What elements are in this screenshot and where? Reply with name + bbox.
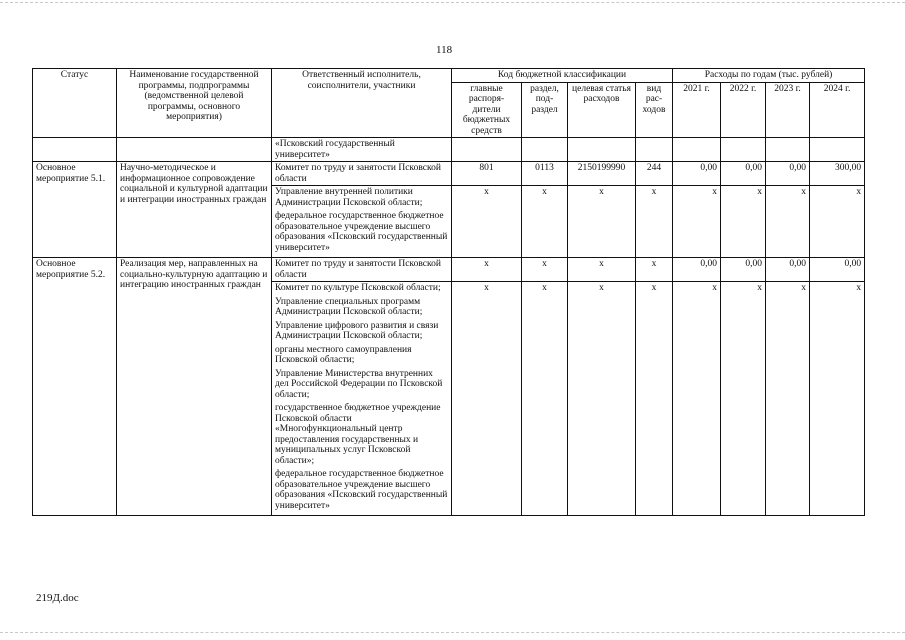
expense-2023-cell: x [766,282,810,516]
kbk-section-cell: x [522,282,568,516]
expense-2023-cell: x [766,186,810,258]
expense-2024-cell: 0,00 [810,258,865,282]
table-row [33,162,865,186]
expense-2022-cell: 0,00 [721,162,766,186]
expense-2021-cell: 0,00 [673,258,721,282]
co-executors-cell [272,186,452,258]
header-row-1 [33,69,865,83]
expense-2021-cell: 0,00 [673,162,721,186]
kbk-section-cell: 0113 [522,162,568,186]
status-cell: Основное мероприятие 5.2. [33,258,117,516]
kbk-type-cell: x [636,282,673,516]
header-year-2024: 2024 г. [810,82,865,138]
header-executor: Ответственный исполнитель, соисполнители, участники [272,69,452,138]
executor-item: государственное бюджетное учреждение Псковской области «Многофункциональный центр предоставления государственных и муниципальных услуг Псковской области»; [275,403,441,466]
expense-2024-cell: x [810,282,865,516]
kbk-section-cell: x [522,258,568,282]
continuation-text: «Псковский государственный университет» [272,138,452,162]
status-cell: Основное мероприятие 5.1. [33,162,117,258]
kbk-grbs-cell: 801 [452,162,522,186]
executor-item: Комитет по культуре Псковской области; [275,283,441,293]
header-kbk-section: раздел, под-раздел [522,82,568,138]
executor-item: Управление Министерства внутренних дел Российской Федерации по Псковской области; [275,368,443,400]
activity-name-cell: Научно-методическое и информационное сопровождение социальной и культурной адаптации и интеграции иностранных граждан [117,162,272,258]
expense-2023-cell: 0,00 [766,162,810,186]
executor-item: органы местного самоуправления Псковской области; [275,344,412,365]
expense-2021-cell: x [673,282,721,516]
executor-cell: Комитет по труду и занятости Псковской области [272,162,452,186]
kbk-grbs-cell: x [452,258,522,282]
executor-item: Управление специальных программ Администрации Псковской области; [275,296,423,317]
header-kbk: Код бюджетной классификации [452,69,673,83]
executor-cell: Комитет по труду и занятости Псковской области [272,258,452,282]
kbk-target-cell: x [568,282,636,516]
header-status: Статус [33,69,117,138]
executor-item: Управление цифрового развития и связи Администрации Псковской области; [275,320,439,341]
expense-2022-cell: x [721,282,766,516]
co-executors-cell [272,282,452,516]
header-year-2021: 2021 г. [673,82,721,138]
header-kbk-grbs: главные распоря-дители бюджетных средств [452,82,522,138]
executor-item: Управление внутренней политики Администрации Псковской области; [275,187,423,208]
kbk-grbs-cell: x [452,282,522,516]
expense-2024-cell: 300,00 [810,162,865,186]
footer-filename: 219Д.doc [36,592,79,604]
budget-table [32,68,865,516]
page-number: 118 [436,44,453,56]
kbk-type-cell: x [636,186,673,258]
kbk-type-cell: x [636,258,673,282]
expense-2024-cell: x [810,186,865,258]
executor-item: федеральное государственное бюджетное образовательное учреждение высшего образования «Псковский государственный университет» [275,211,448,253]
header-year-2023: 2023 г. [766,82,810,138]
scan-edge-bottom [0,632,905,633]
header-expenses: Расходы по годам (тыс. рублей) [673,69,865,83]
kbk-target-cell: x [568,258,636,282]
expense-2022-cell: 0,00 [721,258,766,282]
scan-edge-top [0,2,905,3]
kbk-section-cell: x [522,186,568,258]
expense-2021-cell: x [673,186,721,258]
continuation-row [33,138,865,162]
executor-item: федеральное государственное бюджетное образовательное учреждение высшего образования «Псковский государственный университет» [275,469,448,511]
header-kbk-target: целевая статья расходов [568,82,636,138]
kbk-type-cell: 244 [636,162,673,186]
kbk-target-cell: 2150199990 [568,162,636,186]
header-kbk-type: вид рас-ходов [636,82,673,138]
kbk-target-cell: x [568,186,636,258]
header-name: Наименование государственной программы, подпрограммы (ведомственной целевой программы, основного мероприятия) [117,69,272,138]
table-row [33,258,865,282]
kbk-grbs-cell: x [452,186,522,258]
header-year-2022: 2022 г. [721,82,766,138]
expense-2022-cell: x [721,186,766,258]
activity-name-cell: Реализация мер, направленных на социально-культурную адаптацию и интеграцию иностранных граждан [117,258,272,516]
expense-2023-cell: 0,00 [766,258,810,282]
